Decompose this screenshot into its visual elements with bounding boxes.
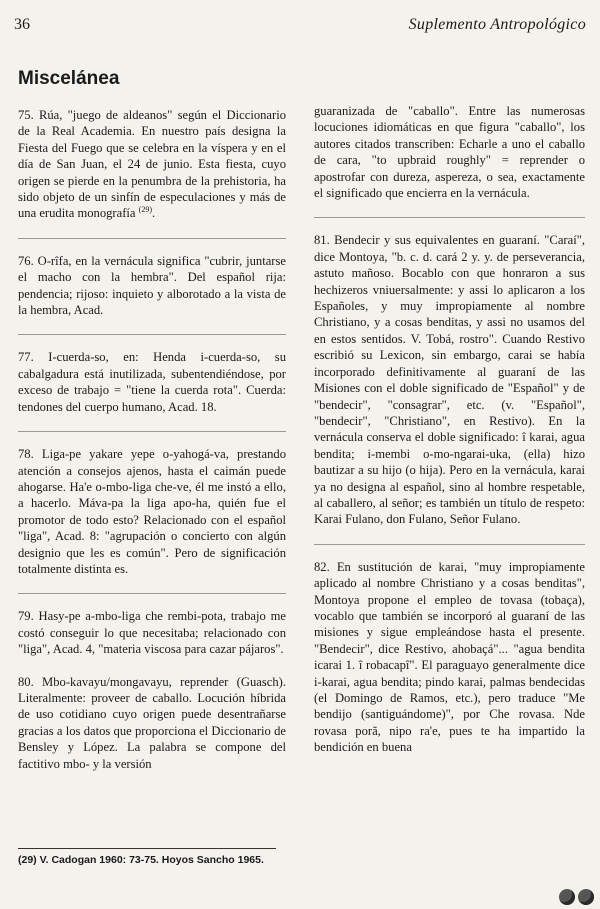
entry-text: 82. En sustitución de karai, "muy impropiamente aplicado al nombre Christiano y a cosas benditas", Montoya propone el empleo de tovasa (tobaça), vocablo que también se incorporó al guaraní de las misiones y sigue empleándose hasta el presente. "Bendecir", dice Restivo, ahobaçá"... "agua bendita icarai 1. î robacapî". El paraguayo generalmente dice i-karai, agua bendita; pindo karai, palmas bendecidas (el Domingo de Ramos, etc.), pero traduce "Me bendijo (santiguándome)", por Che rovasa. Nde rovasa porã, nipo ra'e, pues te ha impartido la bendición en buena [314,559,585,755]
entry-78 [18,446,286,577]
section-title: Miscelánea [18,68,120,89]
entry-separator [18,431,286,432]
entry-separator [314,217,585,218]
entry-separator [18,593,286,594]
footnote-rule [18,848,276,849]
entry-text: 77. I-cuerda-so, en: Henda i-cuerda-so, su cabalgadura está inutilizada, subentendiéndose, por exceso de trabajo = "tiene la cuerda rota". Cuerda: tendones del cuerpo humano, Acad. 18. [18,350,286,414]
page-number: 36 [14,16,30,33]
entry-76 [18,253,286,319]
entry-text: 79. Hasy-pe a-mbo-liga che rembi-pota, trabajo me costó conseguir lo que necesitaba; relacionado con "liga", Acad. 4, "materia viscosa para cazar pájaros". [18,609,286,657]
circle-mark-icon [578,889,594,905]
entry-text: 80. Mbo-kavayu/mongavayu, reprender (Guasch). Literalmente: proveer de caballo. Locución híbrida de uso cotidiano cuyo origen puede desentrañarse gracias a los datos que proporciona el Diccionario de Bensley y López. La palabra se compone del factitivo mbo- y la versión [18,674,286,771]
page-header [14,16,586,38]
entry-82 [314,559,585,756]
footnote-ref[interactable]: (29) [138,205,152,215]
circle-mark-icon [559,889,575,905]
entry-text: 76. O-rîfa, en la vernácula significa "cubrir, juntarse el macho con la hembra". Del español rija: pendencia; rijoso: inquieto y alborotado a la vista de la hembra, Acad. [18,253,286,318]
entry-79 [18,608,286,657]
running-title: Suplemento Antropológico [408,16,586,33]
entry-text: 78. Liga-pe yakare yepe o-yahogá-va, prestando atención a consejos ajenos, hasta el caimán puede ahogarse. Ha'e o-mbo-liga che-ve, él me instó a ello, a hacerlo. Máva-pa la liga apo-ha, quién fue el promotor de todo esto? Relacionado con el español "liga", Acad. 8: "agrupación o concierto con algún designio que les es común". Pero de significación totalmente distinta es. [18,447,286,576]
entry-text: 75. Rúa, "juego de aldeanos" según el Diccionario de la Real Academia. En nuestro país designa la Fiesta del Fuego que se celebra en la víspera y en el día de San Juan, el 24 de junio. Esta fiesta, cuyo origen se pierde en la penumbra de la prehistoria, ha sido objeto de un sinfín de especulaciones y más de una erudita monografía [18,108,286,221]
entry-text: 81. Bendecir y sus equivalentes en guaraní. "Caraí", dice Montoya, "b. c. d. cará 2 y. y. de perseverancia, astuto mañoso. Bocablo con que honraron a sus hechizeros vniuersalmente: y assi lo aplicaron a los Españoles, y muy impropiamente al nombre Christiano, y a cosas benditas, y assi no usamos del en estos sentidos. V. Tobá, rostro". Cuando Restivo escribió su Lexicon, sin embargo, carai se había incorporado definitivamente al guaraní de las Misiones con el doble significado de "Español" y de "bendecir", "consagrar", etc. (v. "Español", "bendecir", "Christiano", en Restivo). En la vernácula conserva el doble significado: î karai, agua bendita; i-membi o-mo-ngarai-uka, (ella) hizo bautizar a su hijo (o hija). Pero en la vernácula, karai ya no designa al español, sino al hombre respetable, al caballero, al señor; es también un título de respeto: Karai Fulano, don Fulano, Señor Fulano. [314,233,585,527]
entry-text: guaranizada de "caballo". Entre las numerosas locuciones idiomáticas en que figura "caballo", los autores citados transcriben: Echarle a uno el caballo de cara, "to upbraid roughly" = reprender o apostrofar con dureza, aspereza, o sea, exactamente el significado que encierra en la vernácula. [314,104,585,201]
right-column [314,103,585,772]
footnote: (29) V. Cadogan 1960: 73-75. Hoyos Sancho 1965. [18,854,264,866]
entry-75 [18,107,286,222]
scan-corner-marks [559,889,594,905]
entry-punct: . [151,206,156,221]
entry-separator [18,238,286,239]
entry-80-continued [314,103,585,201]
entry-separator [314,544,585,545]
entry-separator [18,334,286,335]
entry-80 [18,674,286,772]
entry-81 [314,232,585,527]
left-column [18,107,286,788]
entry-77 [18,349,286,415]
